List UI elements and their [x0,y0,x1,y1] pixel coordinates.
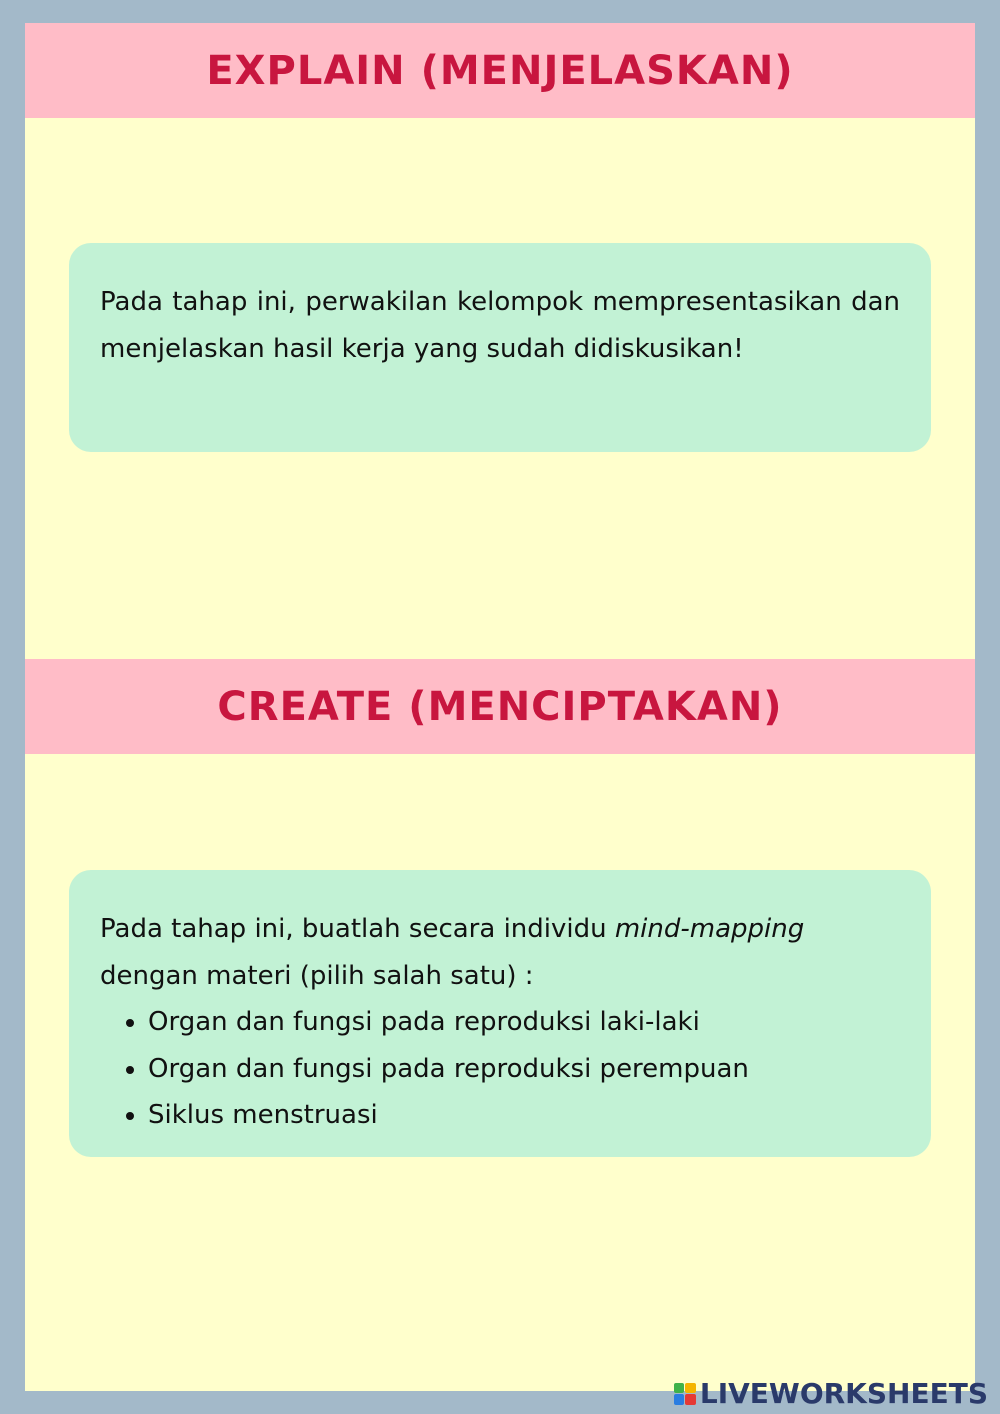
explain-text: Pada tahap ini, perwakilan kelompok mempresentasikan dan menjelaskan hasil kerja yang sudah didiskusikan! [100,287,900,364]
topic-list [100,999,900,1139]
liveworksheets-watermark [674,1377,988,1410]
list-item: • Siklus menstruasi [148,1092,900,1139]
explain-card [69,243,931,452]
liveworksheets-logo-icon [674,1383,696,1405]
create-text-italic: mind-mapping [614,914,805,944]
create-text-part: Pada tahap ini, buatlah secara individu [100,914,615,944]
create-title: CREATE (MENCIPTAKAN) [217,683,783,730]
list-item: • Organ dan fungsi pada reproduksi laki-laki [148,999,900,1046]
watermark-text: LIVEWORKSHEETS [699,1377,988,1410]
create-header [25,659,975,754]
list-item: • Organ dan fungsi pada reproduksi perempuan [148,1046,900,1093]
explain-title: EXPLAIN (MENJELASKAN) [206,47,794,94]
create-card [69,870,931,1157]
create-text [100,906,900,999]
explain-header [25,23,975,118]
worksheet-page [25,23,975,1391]
create-text-part: dengan materi (pilih salah satu) : [100,960,534,991]
